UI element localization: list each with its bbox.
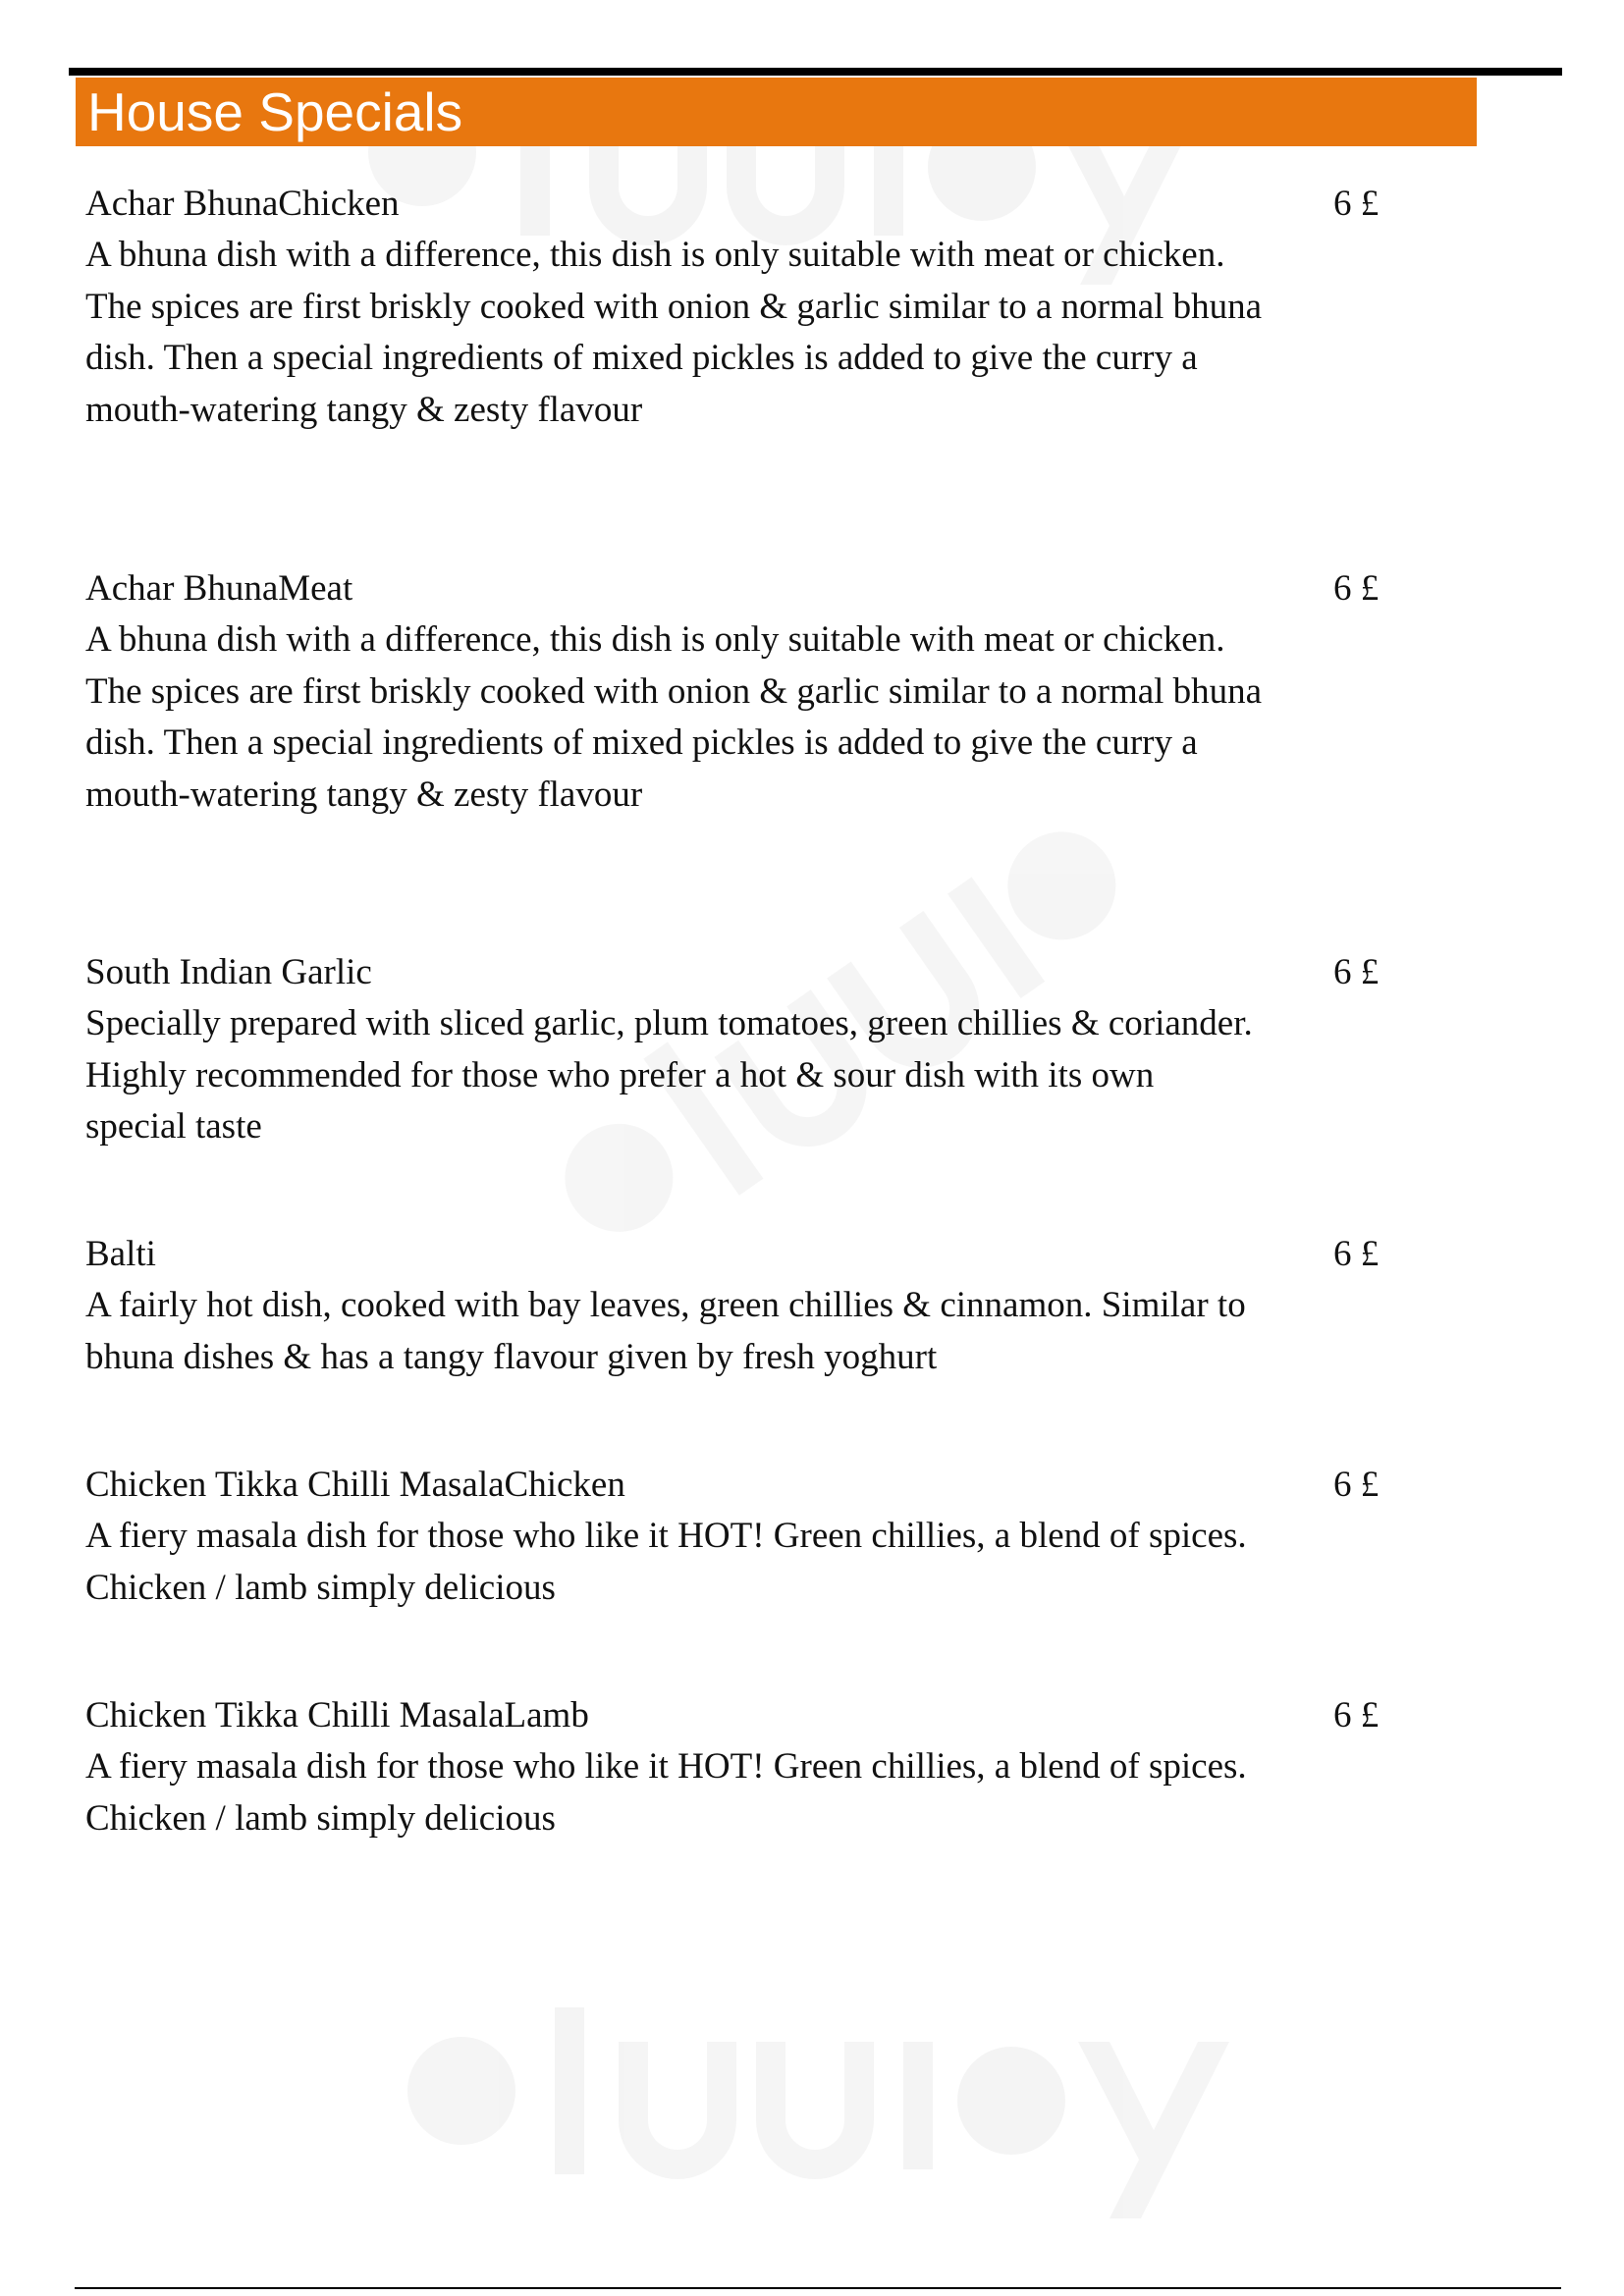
menu-item-name: Chicken Tikka Chilli MasalaLamb [85, 1695, 589, 1735]
menu-item-name: Achar BhunaChicken [85, 184, 400, 224]
bottom-rule [75, 2287, 1561, 2289]
section-header-bar [76, 78, 1477, 146]
section-title: House Specials [87, 81, 463, 142]
top-rule [69, 68, 1562, 76]
menu-item-description: A bhuna dish with a difference, this dish is only suitable with meat or chicken. The spices are first briskly cooked with onion & garlic similar to a normal bhuna dish. Then a special ingredients of mixed pickles is added to give the curry a mouth-watering tangy & zesty flavour [85, 235, 1263, 430]
menu-item [85, 1460, 1460, 1614]
menu-item [85, 179, 1460, 436]
menu-item-name: Chicken Tikka Chilli MasalaChicken [85, 1465, 625, 1505]
menu-item [85, 1690, 1460, 1844]
menu-item-name: South Indian Garlic [85, 952, 372, 992]
menu-item-price: 6 £ [1333, 184, 1380, 224]
menu-item [85, 1229, 1460, 1383]
menu-item-price: 6 £ [1333, 1465, 1380, 1505]
menu-item-description: A fiery masala dish for those who like it HOT! Green chillies, a blend of spices. Chicken / lamb simply delicious [85, 1516, 1247, 1608]
menu-item [85, 563, 1460, 821]
menu-item-price: 6 £ [1333, 952, 1380, 992]
menu-item [85, 947, 1460, 1153]
menu-item-name: Achar BhunaMeat [85, 568, 353, 609]
menu-item-description: A bhuna dish with a difference, this dish is only suitable with meat or chicken. The spices are first briskly cooked with onion & garlic similar to a normal bhuna dish. Then a special ingredients of mixed pickles is added to give the curry a mouth-watering tangy & zesty flavour [85, 619, 1263, 815]
menu-item-name: Balti [85, 1234, 156, 1274]
menu-item-price: 6 £ [1333, 1695, 1380, 1735]
menu-item-description: A fairly hot dish, cooked with bay leaves, green chillies & cinnamon. Similar to bhuna dishes & has a tangy flavour given by fresh yoghurt [85, 1285, 1246, 1377]
menu-item-description: A fiery masala dish for those who like it HOT! Green chillies, a blend of spices. Chicken / lamb simply delicious [85, 1746, 1247, 1839]
menu-item-price: 6 £ [1333, 1234, 1380, 1274]
watermark-logo-bottom [407, 2007, 1229, 2218]
menu-item-price: 6 £ [1333, 568, 1380, 609]
menu-item-description: Specially prepared with sliced garlic, plum tomatoes, green chillies & coriander. Highly recommended for those who prefer a hot & sour dish with its own special taste [85, 1003, 1253, 1147]
